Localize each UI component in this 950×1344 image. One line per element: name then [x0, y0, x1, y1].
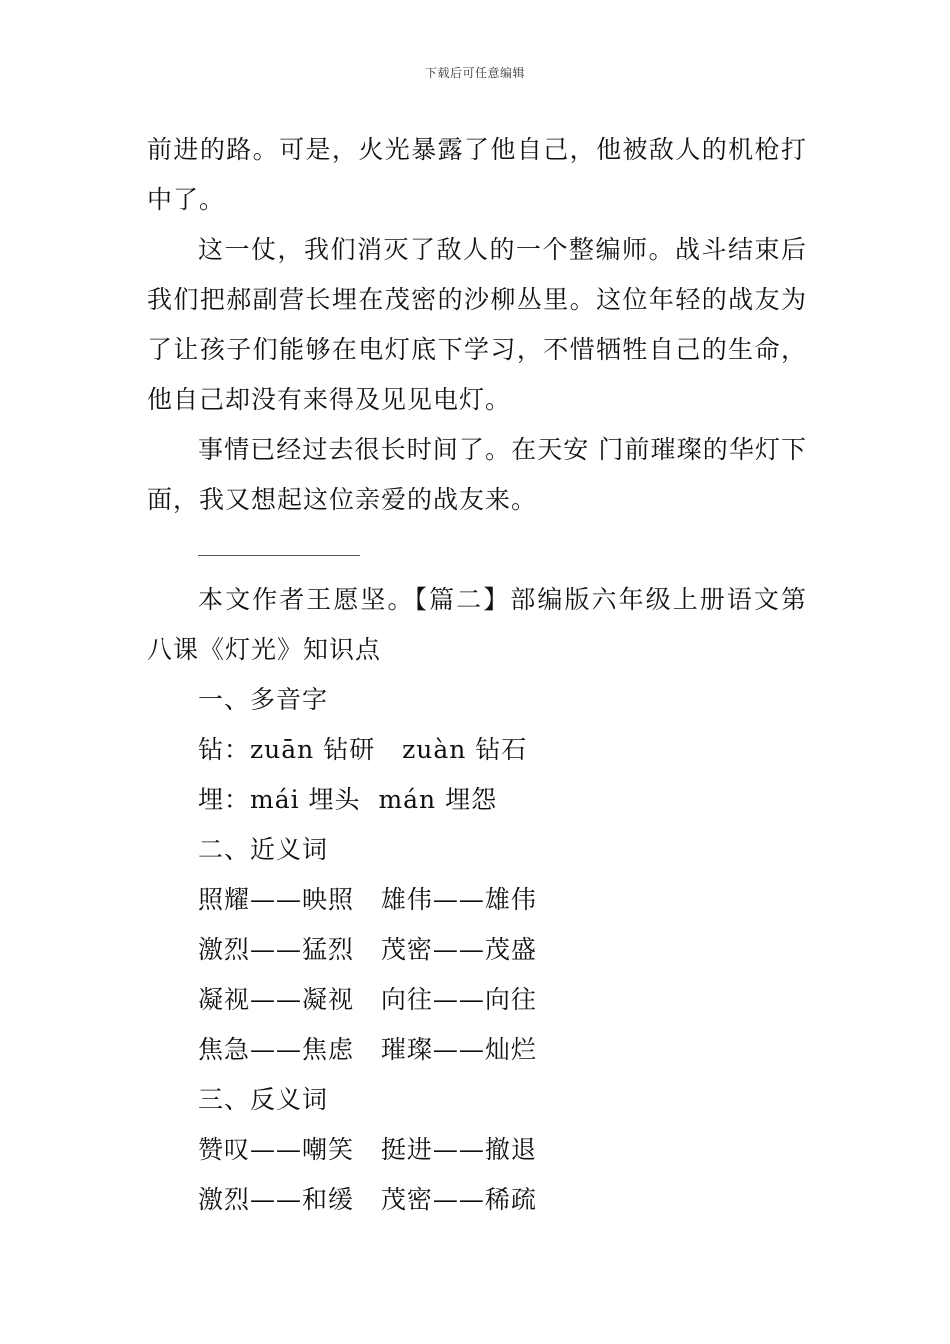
document-body: [147, 125, 807, 1225]
list-item: 照耀——映照 雄伟——雄伟: [198, 885, 537, 914]
list-item: 激烈——猛烈 茂密——茂盛: [198, 935, 537, 964]
list-item: 凝视——凝视 向往——向往: [198, 985, 537, 1014]
paragraph: 这一仗，我们消灭了敌人的一个整编师。战斗结束后我们把郝副营长埋在茂密的沙柳丛里。这位年轻的战友为了让孩子们能够在电灯底下学习，不惜牺牲自己的生命，他自己却没有来得及见见电灯。: [147, 235, 807, 414]
list-item: 激烈——和缓 茂密——稀疏: [198, 1185, 537, 1214]
paragraph: 事情已经过去很长时间了。在天安 门前璀璨的华灯下面，我又想起这位亲爱的战友来。: [147, 435, 807, 514]
list-item: 焦急——焦虑 璀璨——灿烂: [198, 1035, 537, 1064]
page-header: 下载后可任意编辑: [424, 66, 525, 80]
paragraph: 前进的路。可是，火光暴露了他自己，他被敌人的机枪打中了。: [147, 135, 807, 214]
list-item: 钻：zuān 钻研 zuàn 钻石: [198, 735, 528, 764]
list-item: 埋：mái 埋头 mán 埋怨: [198, 785, 498, 814]
footnote-separator: [147, 525, 807, 575]
list-item: 赞叹——嘲笑 挺进——撤退: [198, 1135, 537, 1164]
section-heading-antonyms: 三、反义词: [198, 1085, 329, 1114]
separator-line: [198, 555, 360, 556]
section-heading-polyphones: 一、多音字: [198, 685, 329, 714]
section-heading-synonyms: 二、近义词: [198, 835, 329, 864]
article-intro: 本文作者王愿坚。【篇二】部编版六年级上册语文第八课《灯光》知识点: [147, 585, 807, 664]
